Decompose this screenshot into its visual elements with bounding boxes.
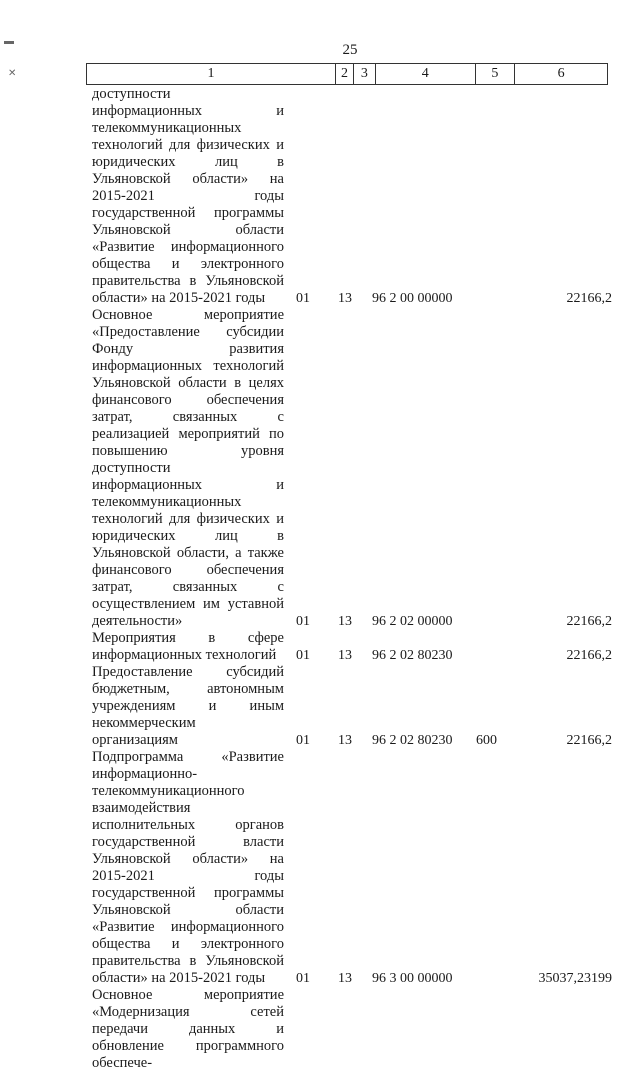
amount: 35037,23199 [538, 971, 612, 986]
row-description: Мероприятия в сфере информационных технологий [92, 630, 284, 663]
ministry-code: 01 [296, 733, 310, 748]
column-header-5: 5 [476, 64, 516, 84]
column-header-2: 2 [336, 64, 354, 84]
ministry-code: 01 [296, 648, 310, 663]
table-row [92, 630, 612, 664]
table-row [92, 86, 612, 307]
column-header-4: 4 [376, 64, 476, 84]
table-row [92, 749, 612, 987]
margin-mark: ▬ [4, 36, 14, 47]
row-description: Подпрограмма «Развитие информационно-телекоммуникационного взаимодействия исполнительных органов государственной власти Ульяновской области» на 2015-2021 годы государственной программы Ульяновской области «Развитие информационного общества и электронного правительства в Ульяновской области» на 2015-2021 годы [92, 749, 284, 986]
target-article-code: 96 2 00 00000 [372, 291, 453, 306]
row-codes [284, 630, 612, 664]
row-codes [284, 987, 612, 1072]
section-code: 13 [338, 971, 352, 986]
budget-rows [92, 86, 612, 1072]
margin-mark: ✕ [8, 68, 17, 79]
ministry-code: 01 [296, 291, 310, 306]
row-description: Предоставление субсидий бюджетным, автономным учреждениям и иным некоммерческим организациям [92, 664, 284, 748]
target-article-code: 96 2 02 00000 [372, 614, 453, 629]
amount: 22166,2 [566, 614, 612, 629]
table-row [92, 987, 612, 1072]
amount: 22166,2 [566, 733, 612, 748]
column-header-1: 1 [87, 64, 336, 84]
page-number: 25 [342, 42, 358, 58]
row-description: Основное мероприятие «Модернизация сетей передачи данных и обновление программного обеспече- [92, 987, 284, 1071]
target-article-code: 96 3 00 00000 [372, 971, 453, 986]
target-article-code: 96 2 02 80230 [372, 733, 453, 748]
table-row [92, 664, 612, 749]
section-code: 13 [338, 733, 352, 748]
column-header-3: 3 [354, 64, 376, 84]
row-description: доступности информационных и телекоммуникационных технологий для физических и юридических лиц в Ульяновской области» на 2015-2021 годы государственной программы Ульяновской области «Развитие информационного общества и электронного правительства в Ульяновской области» на 2015-2021 годы [92, 86, 284, 306]
ministry-code: 01 [296, 614, 310, 629]
amount: 22166,2 [566, 291, 612, 306]
expense-type-code: 600 [476, 733, 497, 748]
row-description: Основное мероприятие «Предоставление субсидии Фонду развития информационных технологий Ульяновской области в целях финансового обеспечения затрат, связанных с реализацией мероприятий по повышению уровня доступности информационных и телекоммуникационных технологий для физических и юридических лиц в Ульяновской области, а также финансового обеспечения затрат, связанных с осуществлением им уставной деятельности» [92, 307, 284, 629]
section-code: 13 [338, 648, 352, 663]
row-codes [284, 664, 612, 749]
table-row [92, 307, 612, 630]
row-codes [284, 307, 612, 630]
column-header-table [86, 63, 608, 85]
amount: 22166,2 [566, 648, 612, 663]
row-codes [284, 86, 612, 307]
row-codes [284, 749, 612, 987]
section-code: 13 [338, 291, 352, 306]
ministry-code: 01 [296, 971, 310, 986]
column-header-6: 6 [557, 66, 565, 81]
target-article-code: 96 2 02 80230 [372, 648, 453, 663]
section-code: 13 [338, 614, 352, 629]
